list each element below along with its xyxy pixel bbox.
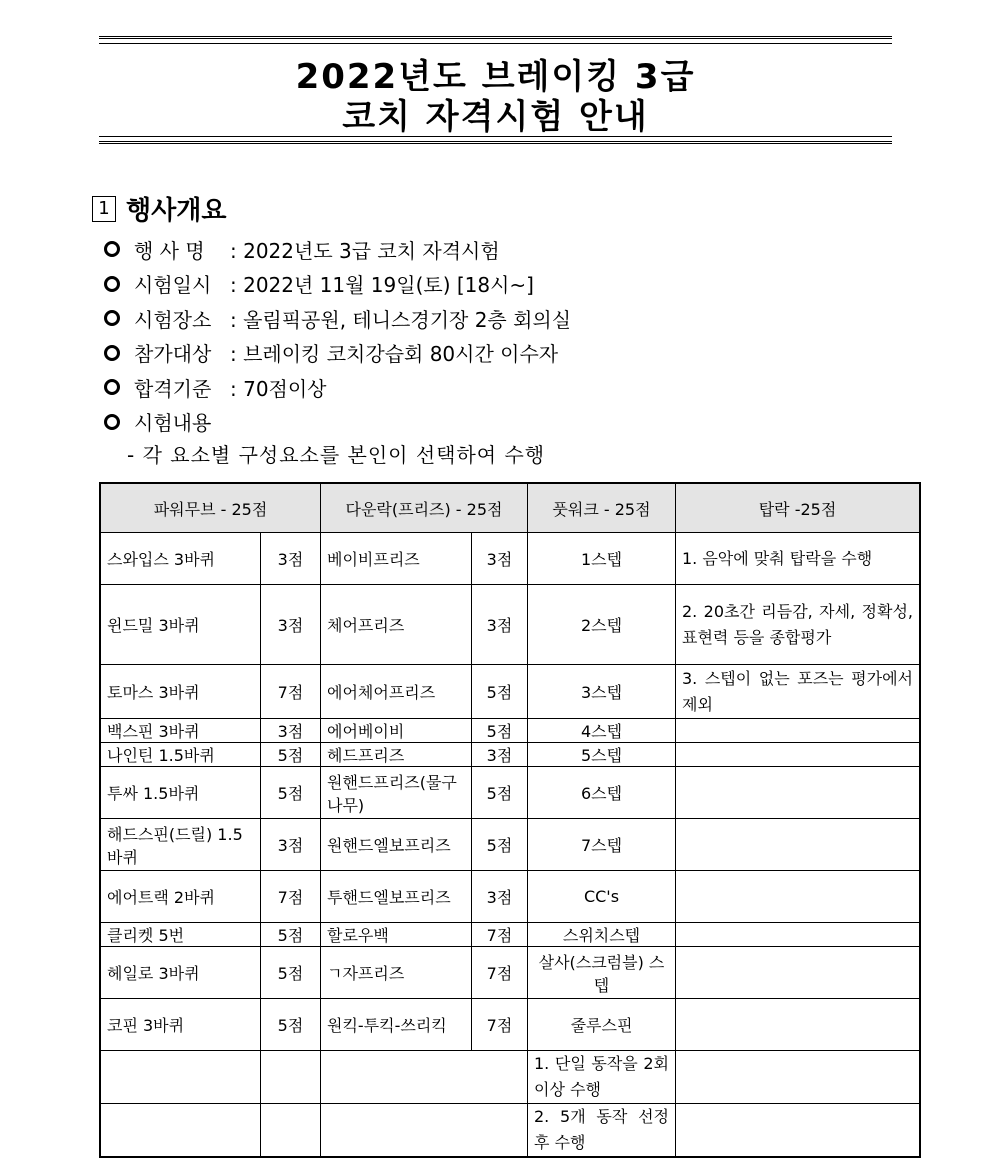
table-row	[100, 743, 920, 767]
table-row	[100, 999, 920, 1051]
overview-key: 시험내용	[134, 411, 212, 436]
dr-move: 에어베이비	[321, 719, 472, 743]
dr-points: 3점	[472, 585, 528, 665]
empty-cell	[676, 947, 921, 999]
dr-points: 5점	[472, 767, 528, 819]
overview-key: 시험일시	[134, 273, 212, 298]
overview-key: 합격기준	[134, 376, 212, 401]
pm-points: 3점	[261, 533, 321, 585]
fw-move: 4스텝	[528, 719, 676, 743]
pm-points: 3점	[261, 819, 321, 871]
dr-move: 베이비프리즈	[321, 533, 472, 585]
empty-cell	[261, 1051, 321, 1104]
title-line-1: 2022년도 브레이킹 3급	[295, 57, 696, 97]
section-heading	[92, 190, 226, 227]
fw-move: 7스텝	[528, 819, 676, 871]
dr-points: 3점	[472, 871, 528, 923]
empty-cell	[676, 871, 921, 923]
table-row	[100, 1104, 920, 1158]
empty-cell	[676, 923, 921, 947]
empty-cell	[321, 1051, 528, 1104]
pm-move: 백스핀 3바퀴	[100, 719, 261, 743]
pm-points: 7점	[261, 871, 321, 923]
dr-points: 5점	[472, 819, 528, 871]
pm-points: 3점	[261, 719, 321, 743]
fw-move: 살사(스크럼블) 스텝	[528, 947, 676, 999]
dr-move: 체어프리즈	[321, 585, 472, 665]
pm-move: 헤일로 3바퀴	[100, 947, 261, 999]
footwork-note: 2. 5개 동작 선정 후 수행	[528, 1104, 676, 1158]
title-rule-top	[99, 43, 892, 44]
dr-move: 원핸드프리즈(물구나무)	[321, 767, 472, 819]
empty-cell	[676, 1051, 921, 1104]
toprock-note: 1. 음악에 맞춰 탑락을 수행	[676, 533, 921, 585]
bullet-circle-icon	[104, 379, 120, 395]
pm-move: 클리켓 5번	[100, 923, 261, 947]
empty-cell	[676, 719, 921, 743]
overview-item	[104, 301, 571, 336]
pm-points: 3점	[261, 585, 321, 665]
overview-item	[104, 405, 571, 440]
bullet-circle-icon	[104, 414, 120, 430]
fw-move: 2스텝	[528, 585, 676, 665]
title-line-2: 코치 자격시험 안내	[342, 97, 649, 137]
section-title: 행사개요	[126, 196, 227, 226]
pm-move: 토마스 3바퀴	[100, 665, 261, 719]
overview-value: : 브레이킹 코치강습회 80시간 이수자	[230, 342, 559, 367]
empty-cell	[676, 767, 921, 819]
table-row	[100, 1051, 920, 1104]
empty-cell	[676, 819, 921, 871]
fw-move: 1스텝	[528, 533, 676, 585]
overview-value: : 70점이상	[230, 376, 327, 401]
pm-points: 7점	[261, 665, 321, 719]
header-toprock: 탑락 -25점	[676, 483, 921, 533]
title-rule-bottom	[99, 136, 892, 137]
bullet-circle-icon	[104, 241, 120, 257]
pm-points: 5점	[261, 743, 321, 767]
dr-move: ㄱ자프리즈	[321, 947, 472, 999]
dr-move: 원핸드엘보프리즈	[321, 819, 472, 871]
overview-item	[104, 267, 571, 302]
sub-note: - 각 요소별 구성요소를 본인이 선택하여 수행	[127, 443, 546, 467]
pm-move: 코핀 3바퀴	[100, 999, 261, 1051]
bullet-circle-icon	[104, 276, 120, 292]
overview-item	[104, 370, 571, 405]
table-row	[100, 871, 920, 923]
empty-cell	[321, 1104, 528, 1158]
overview-value: : 올림픽공원, 테니스경기장 2층 회의실	[230, 307, 572, 332]
dr-points: 7점	[472, 923, 528, 947]
pm-move: 스와입스 3바퀴	[100, 533, 261, 585]
fw-move: 스위치스텝	[528, 923, 676, 947]
dr-move: 투핸드엘보프리즈	[321, 871, 472, 923]
table-row	[100, 585, 920, 665]
overview-item	[104, 336, 571, 371]
dr-points: 5점	[472, 719, 528, 743]
dr-move: 원킥-투킥-쓰리킥	[321, 999, 472, 1051]
pm-points: 5점	[261, 947, 321, 999]
pm-move: 나인틴 1.5바퀴	[100, 743, 261, 767]
overview-value: : 2022년 11월 19일(토) [18시~]	[230, 273, 534, 298]
dr-points: 7점	[472, 947, 528, 999]
exam-table	[99, 482, 921, 1158]
pm-move: 윈드밀 3바퀴	[100, 585, 261, 665]
overview-list	[104, 232, 571, 439]
dr-move: 할로우백	[321, 923, 472, 947]
header-footwork: 풋워크 - 25점	[528, 483, 676, 533]
dr-points: 3점	[472, 743, 528, 767]
empty-cell	[100, 1051, 261, 1104]
title-box	[99, 36, 892, 144]
bullet-circle-icon	[104, 345, 120, 361]
pm-points: 5점	[261, 999, 321, 1051]
dr-points: 3점	[472, 533, 528, 585]
table-row	[100, 767, 920, 819]
table-row	[100, 923, 920, 947]
header-powermove: 파워무브 - 25점	[100, 483, 321, 533]
footwork-note: 1. 단일 동작을 2회 이상 수행	[528, 1051, 676, 1104]
overview-value: : 2022년도 3급 코치 자격시험	[230, 238, 500, 263]
fw-move: 5스텝	[528, 743, 676, 767]
overview-key: 행 사 명	[134, 238, 205, 263]
dr-points: 5점	[472, 665, 528, 719]
empty-cell	[676, 1104, 921, 1158]
fw-move: CC's	[528, 871, 676, 923]
empty-cell	[100, 1104, 261, 1158]
pm-move: 해드스핀(드릴) 1.5바퀴	[100, 819, 261, 871]
pm-points: 5점	[261, 923, 321, 947]
bullet-circle-icon	[104, 310, 120, 326]
table-header-row	[100, 483, 920, 533]
empty-cell	[676, 743, 921, 767]
overview-key: 시험장소	[134, 307, 212, 332]
fw-move: 줄루스핀	[528, 999, 676, 1051]
table-row	[100, 947, 920, 999]
pm-move: 투싸 1.5바퀴	[100, 767, 261, 819]
overview-key: 참가대상	[134, 342, 212, 367]
dr-points: 7점	[472, 999, 528, 1051]
toprock-note: 2. 20초간 리듬감, 자세, 정확성, 표현력 등을 종합평가	[676, 585, 921, 665]
table-row	[100, 719, 920, 743]
fw-move: 6스텝	[528, 767, 676, 819]
table-row	[100, 665, 920, 719]
toprock-note: 3. 스텝이 없는 포즈는 평가에서 제외	[676, 665, 921, 719]
header-downrock: 다운락(프리즈) - 25점	[321, 483, 528, 533]
table-row	[100, 533, 920, 585]
dr-move: 에어체어프리즈	[321, 665, 472, 719]
dr-move: 헤드프리즈	[321, 743, 472, 767]
pm-points: 5점	[261, 767, 321, 819]
pm-move: 에어트랙 2바퀴	[100, 871, 261, 923]
overview-item	[104, 232, 571, 267]
fw-move: 3스텝	[528, 665, 676, 719]
empty-cell	[261, 1104, 321, 1158]
section-number: 1	[92, 196, 116, 222]
table-row	[100, 819, 920, 871]
empty-cell	[676, 999, 921, 1051]
